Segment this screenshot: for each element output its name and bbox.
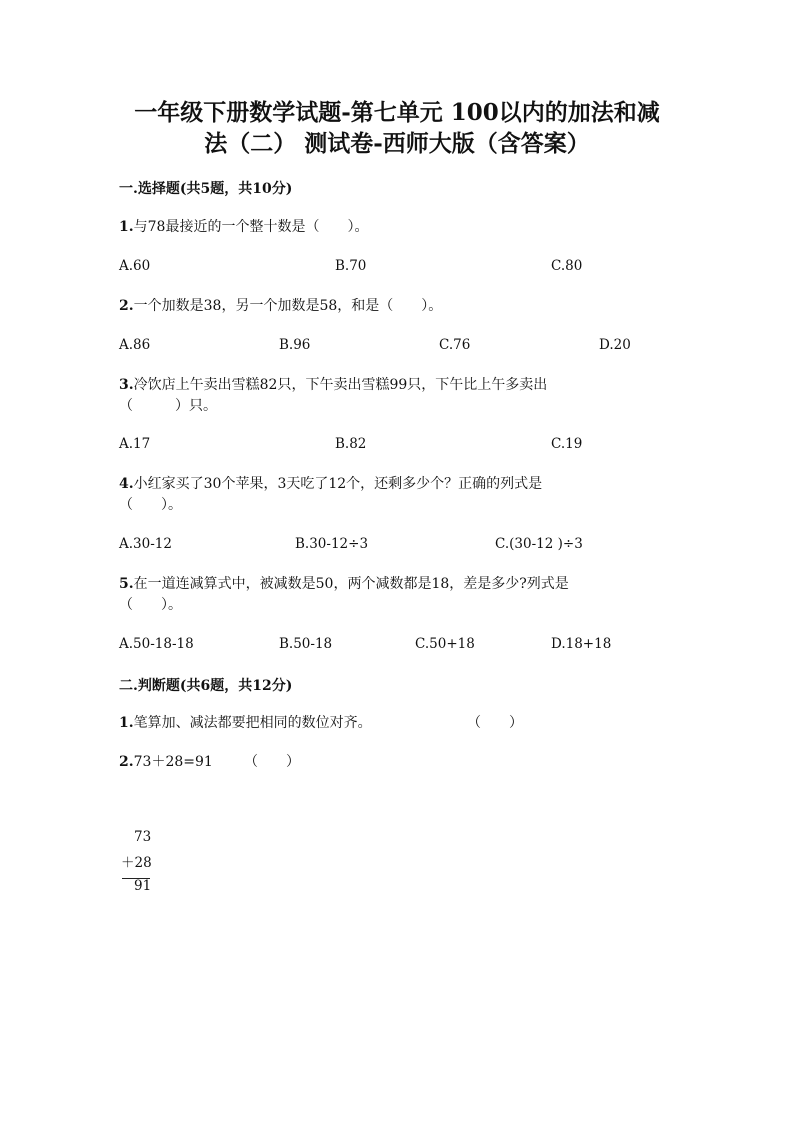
section2-heading: 二.判断题(共6题，共12分) xyxy=(119,678,293,694)
judge-answer-blank-1[interactable]: （ ） xyxy=(467,715,523,731)
exam-title-line1: 一年级下册数学试题-第七单元 100以内的加法和减 xyxy=(134,99,660,126)
vertical-calc-top: 73 xyxy=(134,829,152,845)
question-text: 小红家买了30个苹果，3天吃了12个，还剩多少个？正确的列式是 xyxy=(133,476,543,492)
q5-option-b[interactable]: B.50-18 xyxy=(279,636,333,652)
question-number: 2. xyxy=(119,298,134,314)
section1-heading: 一.选择题(共5题，共10分) xyxy=(119,181,293,197)
vertical-calc-result: 91 xyxy=(134,878,152,894)
vertical-calc-addend: ＋28 xyxy=(121,855,152,871)
question-number: 5. xyxy=(119,576,134,592)
choice-question-3 xyxy=(119,375,547,395)
choice-question-2 xyxy=(119,296,442,316)
q2-option-b[interactable]: B.96 xyxy=(279,337,311,353)
q2-option-d[interactable]: D.20 xyxy=(599,337,631,353)
q2-option-c[interactable]: C.76 xyxy=(439,337,471,353)
q3-option-a[interactable]: A.17 xyxy=(119,436,151,452)
question-text: 一个加数是38，另一个加数是58，和是（ ）。 xyxy=(133,298,443,314)
q2-option-a[interactable]: A.86 xyxy=(119,337,151,353)
q5-option-a[interactable]: A.50-18-18 xyxy=(119,636,194,652)
question-number: 3. xyxy=(119,377,134,393)
q3-option-b[interactable]: B.82 xyxy=(335,436,367,452)
q5-option-d[interactable]: D.18+18 xyxy=(551,636,612,652)
judge-answer-blank-2[interactable]: （ ） xyxy=(244,754,300,770)
q4-option-a[interactable]: A.30-12 xyxy=(119,536,172,552)
q3-option-c[interactable]: C.19 xyxy=(551,436,583,452)
question-number: 1. xyxy=(119,219,134,235)
exam-title-line2: 法（二） 测试卷-西师大版（含答案） xyxy=(204,130,590,157)
choice-question-1 xyxy=(119,217,368,237)
choice-question-4 xyxy=(119,474,542,494)
q5-option-c[interactable]: C.50+18 xyxy=(415,636,475,652)
question-text: 在一道连减算式中，被减数是50，两个减数都是18，差是多少?列式是 xyxy=(133,576,569,592)
question-number: 2. xyxy=(119,754,134,770)
choice-question-4-cont: （ ）。 xyxy=(119,497,182,513)
question-text: 冷饮店上午卖出雪糕82只，下午卖出雪糕99只，下午比上午多卖出 xyxy=(133,377,548,393)
choice-question-3-cont: （ ）只。 xyxy=(119,398,217,414)
judge-question-1 xyxy=(119,713,372,733)
q1-option-c[interactable]: C.80 xyxy=(551,258,583,274)
judge-question-2 xyxy=(119,752,213,772)
question-text: 与78最接近的一个整十数是（ ）。 xyxy=(133,219,369,235)
choice-question-5 xyxy=(119,574,569,594)
choice-question-5-cont: （ ）。 xyxy=(119,597,182,613)
q1-option-b[interactable]: B.70 xyxy=(335,258,367,274)
question-text: 笔算加、减法都要把相同的数位对齐。 xyxy=(133,715,372,731)
question-number: 4. xyxy=(119,476,134,492)
q4-option-c[interactable]: C.(30-12 )÷3 xyxy=(495,536,583,552)
question-number: 1. xyxy=(119,715,134,731)
q4-option-b[interactable]: B.30-12÷3 xyxy=(295,536,369,552)
question-text: 73＋28=91 xyxy=(133,754,213,770)
q1-option-a[interactable]: A.60 xyxy=(119,258,151,274)
